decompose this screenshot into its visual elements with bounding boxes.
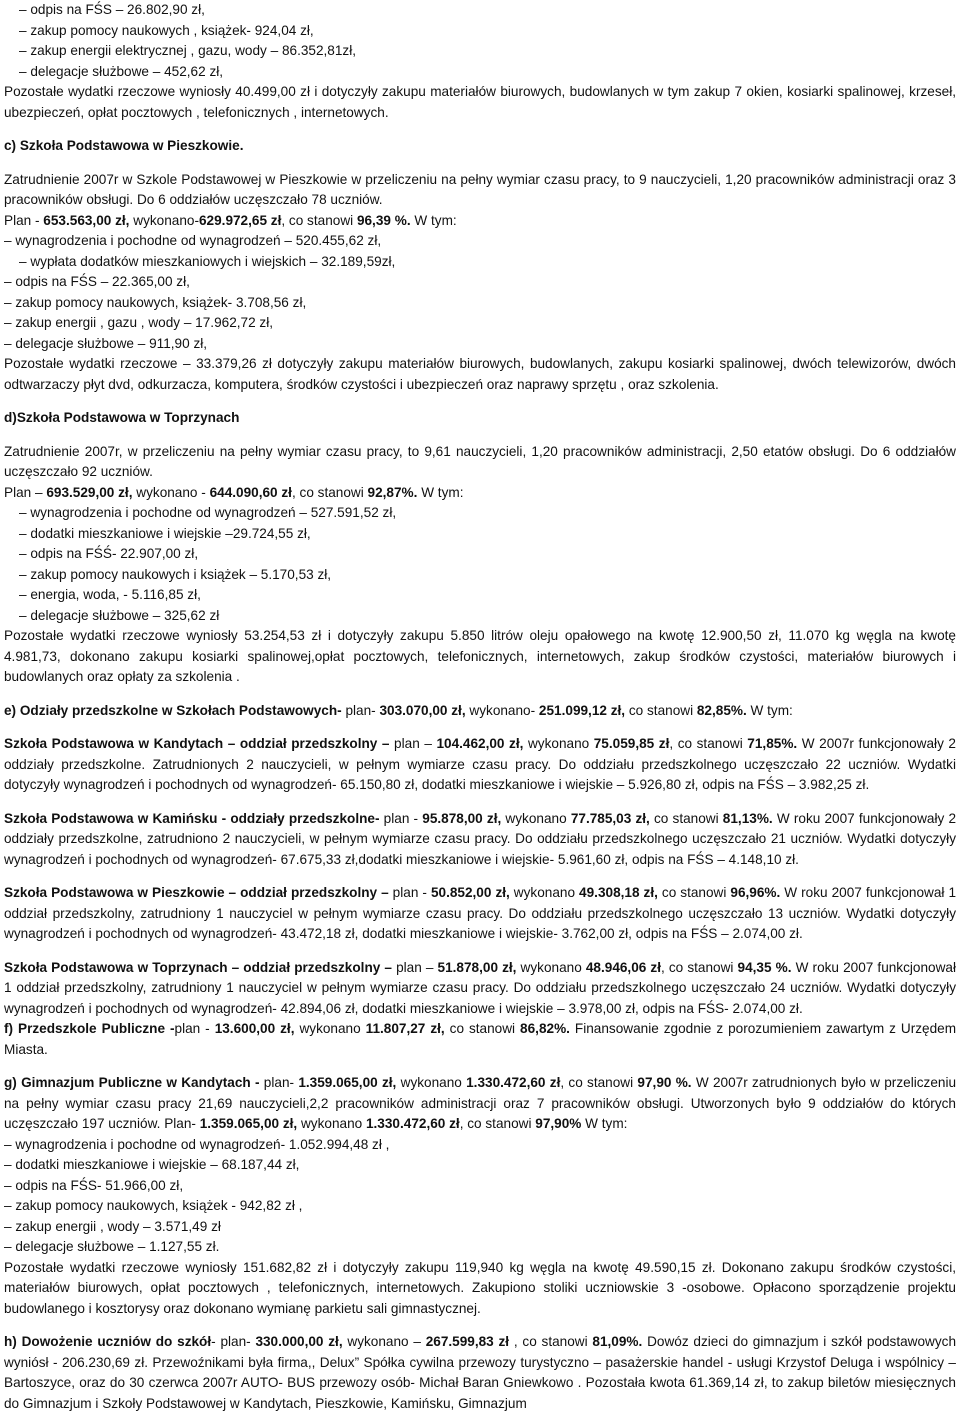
- list-item: – zakup energii , wody – 3.571,49 zł: [4, 1218, 221, 1234]
- list-item: – wynagrodzenia i pochodne od wynagrodzeń – 520.455,62 zł,: [4, 233, 382, 248]
- amount: 48.946,06 zł: [585, 959, 662, 975]
- percent: 97,90 %.: [637, 1075, 692, 1090]
- text: wykonano: [509, 885, 580, 900]
- paragraph: Zatrudnienie 2007r w Szkole Podstawowej w Pieszkowie w przeliczeniu na pełny wymiar czasu pracy, to 9 nauczycieli, 1,20 pracowników administracji oraz 3 pracowników obsługi. Do 6 oddziałów uczęszczało 78 uczniów.: [4, 171, 956, 207]
- paragraph: Pozostałe wydatki rzeczowe – 33.379,26 zł dotyczyły zakupu materiałów biurowych, budowlanych, zakupu kosiarki spalinowej, dwóch telewizorów, dwóch odtwarzaczy płyt dvd, odkurzacza, komputera, środków czystości i ubezpieczeń oraz naprawy sprzętu , oraz szkolenia.: [4, 356, 956, 392]
- text: , co stanowi: [291, 484, 368, 500]
- text: W tym:: [581, 1116, 628, 1131]
- text: - plan-: [211, 1334, 256, 1349]
- heading: e) Odziały przedszkolne w Szkołach Podstawowych-: [4, 702, 342, 718]
- plan-line: [4, 211, 956, 232]
- list-item: – delegacje służbowe – 911,90 zł,: [4, 335, 208, 351]
- text: W 2007r funkcjonowały 2 oddziały przedszkolne. Zatrudnionych 2 nauczycieli, w pełnym wymiarze czasu pracy. Do oddziału przedszkolnego uczęszczało 22 uczniów. Wydatki dotyczyły wynagrodzeń i pochodnych od wynagrodzeń- 65.150,80 zł, dodatki mieszkaniowe i wiejskie – 5.926,80 zł, odpis na FŚS – 3.982,25 zł.: [4, 736, 956, 792]
- text: wykonano –: [342, 1334, 426, 1349]
- percent: 94,35 %.: [737, 959, 792, 975]
- text: Plan –: [4, 484, 47, 500]
- heading: Szkoła Podstawowa w Kandytach – oddział przedszkolny –: [4, 736, 390, 751]
- paragraph: Zatrudnienie 2007r, w przeliczeniu na pełny wymiar czasu pracy, to 9,61 nauczycieli, 1,20 pracowników administracji, 2,50 etatów obsługi. Do 6 oddziałów uczęszczało 92 uczniów.: [4, 443, 956, 479]
- list-item: – delegacje służbowe – 452,62 zł,: [19, 63, 224, 79]
- list-item: – odpis na FŚS – 22.365,00 zł,: [4, 274, 190, 289]
- paragraph: Pozostałe wydatki rzeczowe wyniosły 151.682,82 zł i dotyczyły zakupu 119,940 kg węgla na kwotę 49.590,15 zł. Dokonano zakupu środków czystości, materiałów biurowych, opłat pocztowych , telefonicznych, internetowych. Zakupiono stoliki uczniowskie 3 -osobowe. Opłacono sporządzenie projektu budowlanego i kosztorysy oraz dokonano wymianę parkietu sali gimnastycznej.: [4, 1259, 956, 1316]
- text: , co stanowi: [459, 1116, 536, 1131]
- paragraph-kandyty: [4, 734, 956, 796]
- paragraph-kaminsk: [4, 809, 956, 871]
- text: , co stanowi: [661, 959, 738, 975]
- section-heading-c: c) Szkoła Podstawowa w Pieszkowie.: [4, 138, 244, 153]
- percent: 82,85%.: [696, 702, 747, 718]
- percent: 92,87%.: [367, 484, 418, 500]
- text: W roku 2007 funkcjonowały 2 oddziały przedszkolne, zatrudniono 2 nauczycieli, w pełnym wymiarze czasu pracy. Do oddziału przedszkolnego uczęszczało 21 uczniów. Wydatki dotyczyły wynagrodzeń i pochodnych od wynagrodzeń- 67.675,33 zł,dodatki mieszkaniowe i wiejskie- 5.961,60 zł, odpis na FŚS – 4.148,10 zł.: [4, 810, 957, 867]
- text: wykonano: [396, 1075, 467, 1090]
- amount: 303.070,00 zł,: [379, 702, 466, 718]
- heading: f) Przedszkole Publiczne -: [4, 1021, 175, 1036]
- amount: 75.059,85 zł: [593, 736, 670, 751]
- list-item: – zakup energii elektrycznej , gazu, wody – 86.352,81zł,: [19, 43, 357, 58]
- paragraph-pieszkowo: [4, 883, 956, 945]
- amount: 104.462,00 zł,: [436, 736, 524, 751]
- amount: 629.972,65 zł: [198, 212, 282, 228]
- text: plan -: [379, 810, 423, 826]
- amount: 95.878,00 zł,: [422, 810, 502, 826]
- text: W tym:: [746, 702, 793, 718]
- text: wykonano: [501, 810, 571, 826]
- text: plan-: [259, 1075, 299, 1090]
- text: co stanowi: [444, 1021, 521, 1036]
- text: , co stanowi: [281, 212, 357, 228]
- amount: 51.878,00 zł,: [437, 959, 517, 975]
- text: plan –: [391, 959, 438, 975]
- amount: 49.308,18 zł,: [579, 885, 658, 900]
- text: Dowóz dzieci do gimnazjum i szkół podstawowych wyniósł - 206.230,69 zł. Przewoźnikami była firma,, Delux” Spółka cywilna przewozy turystyczno – pasażerskie handel - usługi Krzystof Deluga i wspólnicy – Bartoszyce, oraz do 30 czerwca 2007r AUTO- BUS przewozy osób- Michał Baran Gniewkowo . Pozostała kwota 61.369,14 zł, to zakup biletów miesięcznych do Gimnazjum i Szkoły Podstawowej w Kandytach, Pieszkowie, Kamińsku, Gimnazjum: [4, 1334, 956, 1411]
- section-heading-d: d)Szkoła Podstawowa w Toprzynach: [4, 410, 240, 425]
- amount: 693.529,00 zł,: [46, 484, 133, 500]
- heading: Szkoła Podstawowa w Kamińsku - oddziały przedszkolne-: [4, 810, 380, 826]
- amount: 653.563,00 zł,: [43, 212, 130, 228]
- heading: h) Dowożenie uczniów do szkół: [4, 1334, 212, 1349]
- heading: Szkoła Podstawowa w Pieszkowie – oddział przedszkolny –: [4, 885, 389, 900]
- text: , co stanowi: [560, 1075, 638, 1090]
- paragraph-dowozenie: [4, 1332, 956, 1414]
- list-item: – odpis na FŚS- 51.966,00 zł,: [4, 1177, 184, 1193]
- text: Finansowanie zgodnie z porozumieniem zawartym z Urzędem Miasta.: [4, 1021, 957, 1057]
- list-item: – zakup pomocy naukowych i książek – 5.170,53 zł,: [19, 566, 332, 582]
- text: wykonano: [297, 1116, 366, 1131]
- list-item: – energia, woda, - 5.116,85 zł,: [19, 587, 201, 602]
- paragraph-toprzyny: [4, 958, 956, 1020]
- text: co stanowi: [625, 702, 697, 718]
- list-item: – odpis na FŚS – 26.802,90 zł,: [19, 2, 205, 17]
- list-item: – delegacje służbowe – 325,62 zł: [19, 607, 220, 623]
- percent: 86,82%.: [520, 1021, 570, 1036]
- text: co stanowi: [649, 810, 723, 826]
- paragraph-przedszkole: [4, 1019, 956, 1060]
- text: wykonano -: [132, 484, 210, 500]
- plan-line: [4, 483, 956, 504]
- text: plan –: [389, 736, 437, 751]
- list-item: – wynagrodzenia i pochodne od wynagrodzeń- 1.052.994,48 zł ,: [4, 1136, 390, 1152]
- section-heading-e: [4, 701, 956, 722]
- text: wykonano-: [465, 702, 539, 718]
- amount: 1.359.065,00 zł,: [199, 1116, 298, 1131]
- list-item: – dodatki mieszkaniowe i wiejskie –29.724,55 zł,: [19, 525, 311, 541]
- amount: 330.000,00 zł,: [255, 1334, 343, 1349]
- list-item: – delegacje służbowe – 1.127,55 zł.: [4, 1239, 220, 1254]
- percent: 71,85%.: [747, 736, 798, 751]
- text: , co stanowi: [509, 1334, 593, 1349]
- text: wykonano: [294, 1021, 366, 1036]
- list-item: – wypłata dodatków mieszkaniowych i wiejskich – 32.189,59zł,: [19, 253, 396, 269]
- list-item: – dodatki mieszkaniowe i wiejskie – 68.187,44 zł,: [4, 1157, 300, 1172]
- amount: 1.330.472,60 zł: [466, 1075, 561, 1090]
- list-item: – wynagrodzenia i pochodne od wynagrodzeń – 527.591,52 zł,: [19, 505, 397, 520]
- amount: 267.599,83 zł: [425, 1334, 510, 1349]
- amount: 77.785,03 zł,: [570, 810, 650, 826]
- text: Plan -: [4, 212, 44, 228]
- percent: 96,39 %.: [356, 212, 411, 228]
- heading: g) Gimnazjum Publiczne w Kandytach -: [4, 1075, 260, 1090]
- amount: 251.099,12 zł,: [538, 702, 626, 718]
- text: W roku 2007 funkcjonował 1 oddział przedszkolny, zatrudniony 1 nauczyciel w pełnym wymiarze czasu pracy. Do oddziału przedszkolnego uczęszczało 24 uczniów. Wydatki dotyczyły wynagrodzeń i pochodnych od wynagrodzeń- 42.894,06 zł, dodatki mieszkaniowe i wiejskie – 3.978,00 zł, odpis na FŚS- 2.074,00 zł.: [4, 959, 956, 1016]
- text: co stanowi: [657, 885, 731, 900]
- paragraph: Pozostałe wydatki rzeczowe wyniosły 53.254,53 zł i dotyczyły zakupu 5.850 litrów oleju opałowego na kwotę 12.900,50 zł, 11.070 kg węgla na kwotę 4.981,73, dokonano zakupu kosiarki spalinowej,opłat pocztowych, telefonicznych, internetowych, zakup środków czystości, materiałów biurowych i budowlanych oraz opłaty za szkolenia .: [4, 628, 956, 684]
- amount: 13.600,00 zł,: [214, 1021, 295, 1036]
- percent: 81,13%.: [722, 810, 773, 826]
- list-item: – odpis na FŚŚ- 22.907,00 zł,: [19, 546, 199, 561]
- list-item: – zakup pomocy naukowych, książek- 3.708,56 zł,: [4, 294, 307, 310]
- list-item: – zakup pomocy naukowych , książek- 924,04 zł,: [19, 22, 314, 38]
- text: , co stanowi: [669, 736, 748, 751]
- paragraph-gimnazjum: [4, 1073, 956, 1135]
- list-item: – zakup pomocy naukowych, książek - 942,82 zł ,: [4, 1198, 303, 1213]
- amount: 644.090,60 zł: [209, 484, 292, 500]
- text: wykonano: [516, 959, 586, 975]
- amount: 1.330.472,60 zł: [365, 1116, 460, 1131]
- paragraph: Pozostałe wydatki rzeczowe wyniosły 40.499,00 zł i dotyczyły zakupu materiałów biurowych, budowlanych w tym zakup 7 okien, kosiarki spalinowej, krzeseł, ubezpieczeń, opłat pocztowych , telefonicznych , internetowych.: [4, 84, 956, 120]
- text: plan -: [388, 885, 431, 900]
- heading: Szkoła Podstawowa w Toprzynach – oddział przedszkolny –: [4, 959, 392, 975]
- list-item: – zakup energii , gazu , wody – 17.962,72 zł,: [4, 315, 274, 330]
- text: wykonano: [523, 736, 594, 751]
- amount: 1.359.065,00 zł,: [298, 1075, 397, 1090]
- text: W tym:: [410, 212, 457, 228]
- percent: 97,90%: [535, 1116, 582, 1131]
- amount: 50.852,00 zł,: [430, 885, 510, 900]
- text: W 2007r zatrudnionych było w przeliczeniu na pełny wymiar czasu pracy 21,69 nauczycieli,2,2 pracowników administracji oraz 7 pracowników obsługi. Utworzonych było 9 oddziałów do których uczęszczało 197 uczniów. Plan-: [4, 1075, 957, 1131]
- text: W roku 2007 funkcjonował 1 oddział przedszkolny, zatrudniony 1 nauczyciel w pełnym wymiarze czasu pracy. Do oddziału przedszkolnego uczęszczało 13 uczniów. Wydatki dotyczyły wynagrodzeń i pochodnych od wynagrodzeń- 43.472,18 zł, dodatki mieszkaniowe i wiejskie- 3.762,00 zł, odpis na FŚS – 2.074,00 zł.: [4, 885, 957, 941]
- text: plan -: [174, 1021, 215, 1036]
- text: W tym:: [417, 484, 464, 500]
- text: plan-: [341, 702, 380, 718]
- amount: 11.807,27 zł,: [365, 1021, 445, 1036]
- text: wykonano-: [129, 212, 199, 228]
- percent: 96,96%.: [730, 885, 781, 900]
- percent: 81,09%.: [592, 1334, 643, 1349]
